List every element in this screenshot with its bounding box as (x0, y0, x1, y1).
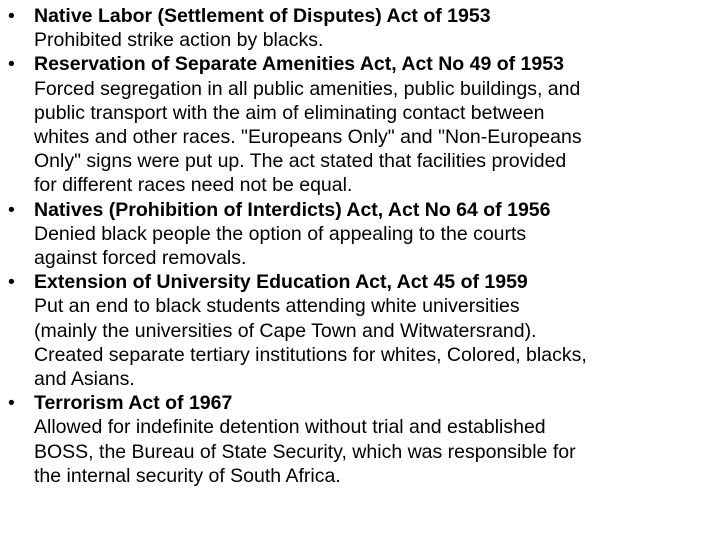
act-description: Denied black people the option of appealing to the courts against forced removals. (34, 222, 527, 270)
act-description: Put an end to black students attending white universities (mainly the universities of Cape Town and Witwatersrand). Created separate tertiary institutions for whites, Colored, blacks, and Asians. (34, 295, 587, 391)
act-title: Reservation of Separate Amenities Act, Act No 49 of 1953 (34, 53, 564, 76)
act-description: Forced segregation in all public amenities, public buildings, and public transport with the aim of eliminating contact between whites and other races. "Europeans Only" and "Non-Europeans Only" signs were put up. The act stated that facilities provided for different races need not be equal. (34, 77, 582, 197)
list-item (8, 52, 714, 197)
act-title: Natives (Prohibition of Interdicts) Act, Act No 64 of 1956 (34, 198, 551, 221)
acts-list (8, 4, 714, 488)
bullet-icon: • (8, 271, 15, 294)
act-description: Prohibited strike action by blacks. (34, 29, 324, 52)
bullet-icon: • (8, 5, 15, 27)
bullet-icon: • (8, 392, 15, 415)
act-description: Allowed for indefinite detention without trial and established BOSS, the Bureau of State Security, which was responsible for the internal security of South Africa. (34, 416, 576, 487)
list-item (8, 270, 714, 391)
list-item (8, 391, 714, 488)
bullet-icon: • (8, 53, 15, 76)
act-title: Native Labor (Settlement of Disputes) Act of 1953 (34, 5, 491, 27)
list-item (8, 198, 714, 271)
act-title: Terrorism Act of 1967 (34, 392, 233, 415)
bullet-icon: • (8, 198, 15, 221)
act-title: Extension of University Education Act, Act 45 of 1959 (34, 271, 528, 294)
list-item (8, 4, 714, 52)
